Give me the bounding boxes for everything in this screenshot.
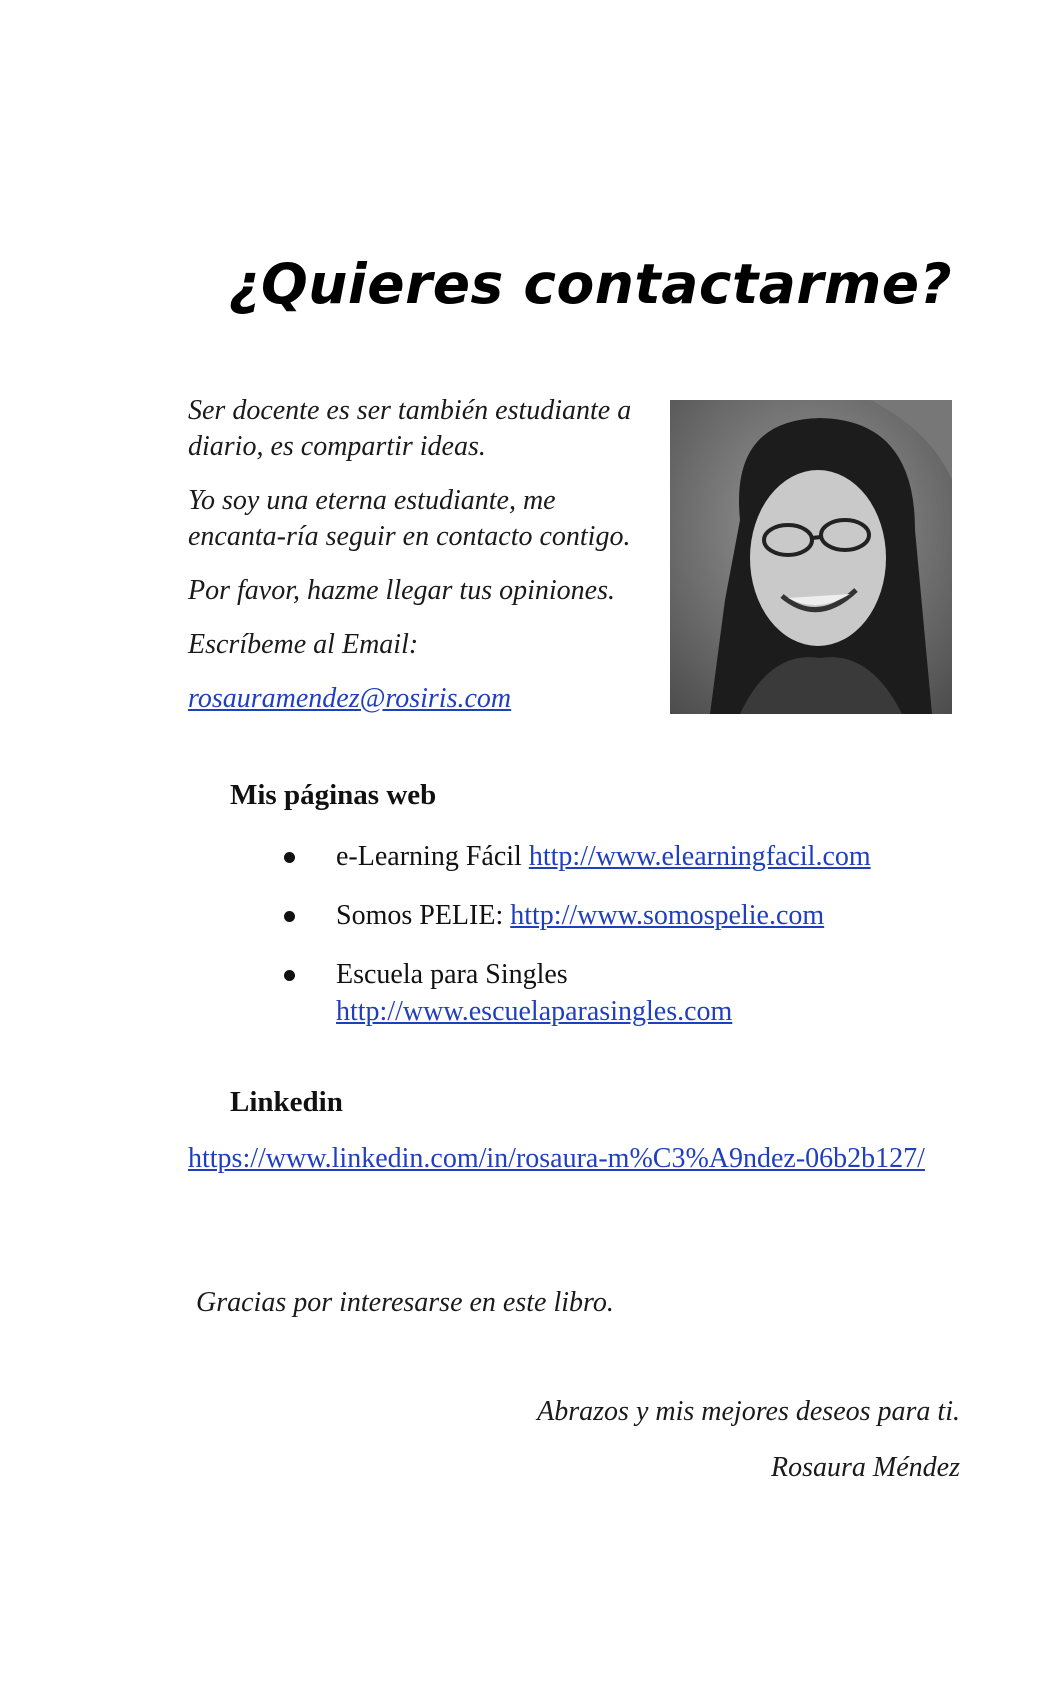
linkedin-heading: Linkedin (230, 1086, 343, 1118)
site-link[interactable]: http://www.elearningfacil.com (528, 841, 871, 872)
site-label: Somos PELIE: (336, 900, 504, 931)
site-label: e-Learning Fácil (336, 841, 522, 872)
author-photo (670, 400, 952, 714)
web-pages-list (272, 838, 972, 1052)
page-title: ¿Quieres contactarme? (228, 252, 952, 316)
intro-text (188, 393, 658, 735)
email-prompt: Escríbeme al Email: (188, 629, 419, 660)
linkedin-link[interactable]: https://www.linkedin.com/in/rosaura-m%C3%A9ndez-06b2b127/ (188, 1143, 925, 1174)
thanks-text: Gracias por interesarse en este libro. (196, 1287, 614, 1318)
intro-paragraph: Por favor, hazme llegar tus opiniones. (188, 575, 615, 606)
intro-paragraph: Ser docente es ser también estudiante a diario, es compartir ideas. (188, 395, 632, 462)
list-item (272, 838, 972, 875)
list-item (272, 956, 972, 1030)
closing-text: Abrazos y mis mejores deseos para ti. (537, 1396, 960, 1427)
bullet-icon (284, 852, 295, 863)
site-link[interactable]: http://www.somospelie.com (510, 900, 825, 931)
site-label: Escuela para Singles (336, 959, 568, 990)
signature-text: Rosaura Méndez (771, 1452, 960, 1483)
list-item (272, 897, 972, 934)
web-pages-heading: Mis páginas web (230, 779, 437, 811)
bullet-icon (284, 911, 295, 922)
email-link[interactable]: rosauramendez@rosiris.com (188, 683, 512, 714)
bullet-icon (284, 970, 295, 981)
intro-paragraph: Yo soy una eterna estudiante, me encanta-ría seguir en contacto contigo. (188, 485, 631, 552)
site-link[interactable]: http://www.escuelaparasingles.com (336, 996, 733, 1027)
